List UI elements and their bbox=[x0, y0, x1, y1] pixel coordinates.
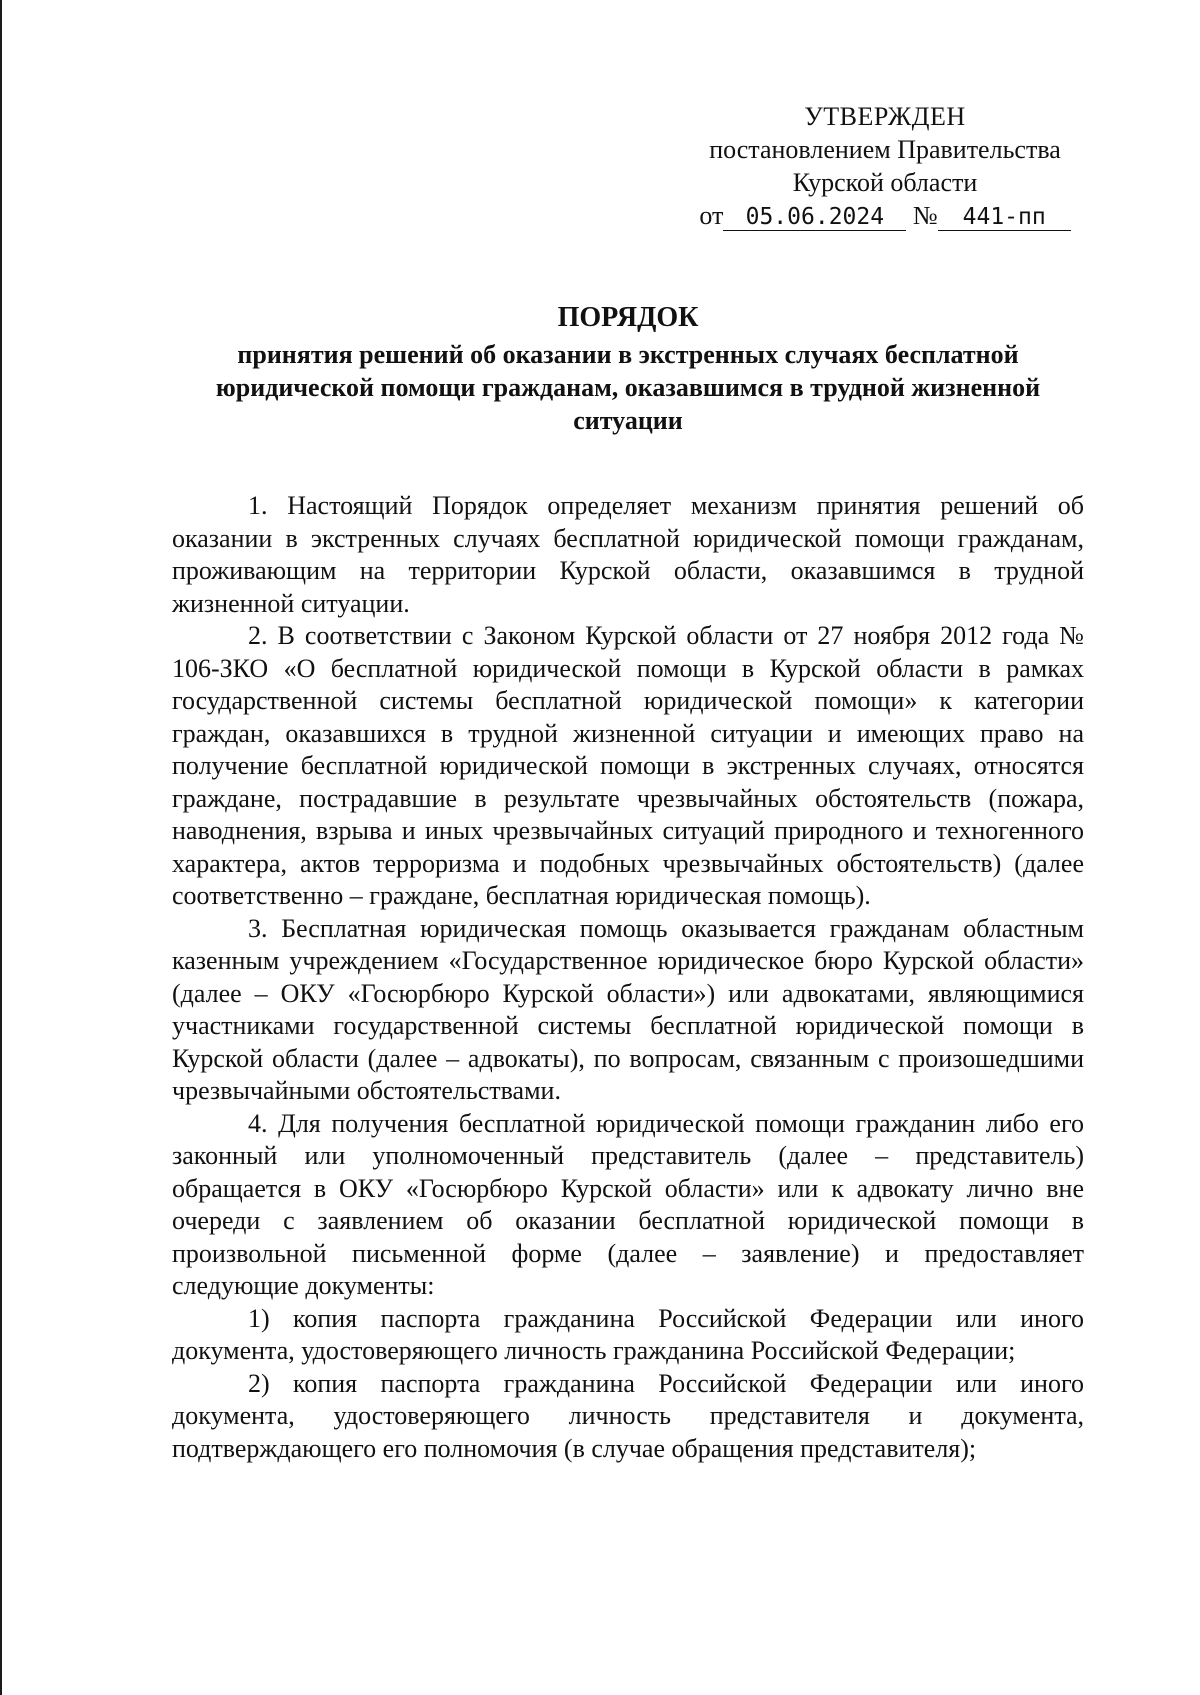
approval-date-line bbox=[690, 199, 1080, 232]
scan-edge bbox=[0, 0, 2, 1695]
approval-stamp bbox=[690, 100, 1080, 232]
document-title: ПОРЯДОК bbox=[557, 302, 699, 333]
paragraph-2: 2. В соответствии с Законом Курской области от 27 ноября 2012 года № 106-ЗКО «О бесплатной юридической помощи в Курской области в рамках государственной системы бесплатной юридической помощи» к категории граждан, оказавшихся в трудной жизненной ситуации и имеющих право на получение бесплатной юридической помощи в экстренных случаях, относятся граждане, пострадавшие в результате чрезвычайных обстоятельств (пожара, наводнения, взрыва и иных чрезвычайных ситуаций природного и техногенного характера, актов терроризма и подобных чрезвычайных обстоятельств) (далее соответственно – граждане, бесплатная юридическая помощь). bbox=[172, 621, 1084, 910]
date-prefix: от bbox=[699, 201, 724, 230]
paragraph-3: 3. Бесплатная юридическая помощь оказывается гражданам областным казенным учреждением «Государственное юридическое бюро Курской области» (далее – ОКУ «Госюрбюро Курской области») или адвокатами, являющимися участниками государственной системы бесплатной юридической помощи в Курской области (далее – адвокаты), по вопросам, связанным с произошедшими чрезвычайными обстоятельствами. bbox=[172, 913, 1084, 1105]
document-body bbox=[172, 490, 1084, 1465]
approval-issuer-line: постановлением Правительства bbox=[709, 135, 1061, 164]
list-item-2: 2) копия паспорта гражданина Российской Федерации или иного документа, удостоверяющего личность представителя и документа, подтверждающего его полномочия (в случае обращения представителя); bbox=[172, 1368, 1084, 1463]
approval-date: 05.06.2024 bbox=[723, 204, 906, 231]
list-item-1: 1) копия паспорта гражданина Российской Федерации или иного документа, удостоверяющего личность гражданина Российской Федерации; bbox=[172, 1303, 1084, 1365]
paragraph-4: 4. Для получения бесплатной юридической помощи гражданин либо его законный или уполномоченный представитель (далее – представитель) обращается в ОКУ «Госюрбюро Курской области» или к адвокату лично вне очереди с заявлением об оказании бесплатной юридической помощи в произвольной письменной форме (далее – заявление) и предоставляет следующие документы: bbox=[172, 1108, 1084, 1300]
approval-number: 441-пп bbox=[938, 204, 1071, 231]
number-sign: № bbox=[912, 201, 938, 230]
approval-region-line: Курской области bbox=[792, 168, 978, 197]
approved-label: УТВЕРЖДЕН bbox=[804, 102, 966, 131]
document-title-block bbox=[172, 300, 1084, 437]
paragraph-1: 1. Настоящий Порядок определяет механизм принятия решений об оказании в экстренных случаях бесплатной юридической помощи гражданам, проживающим на территории Курской области, оказавшимся в трудной жизненной ситуации. bbox=[172, 491, 1084, 618]
document-subtitle: принятия решений об оказании в экстренных случаях бесплатной юридической помощи гражданам, оказавшимся в трудной жизненной ситуации bbox=[215, 340, 1041, 435]
